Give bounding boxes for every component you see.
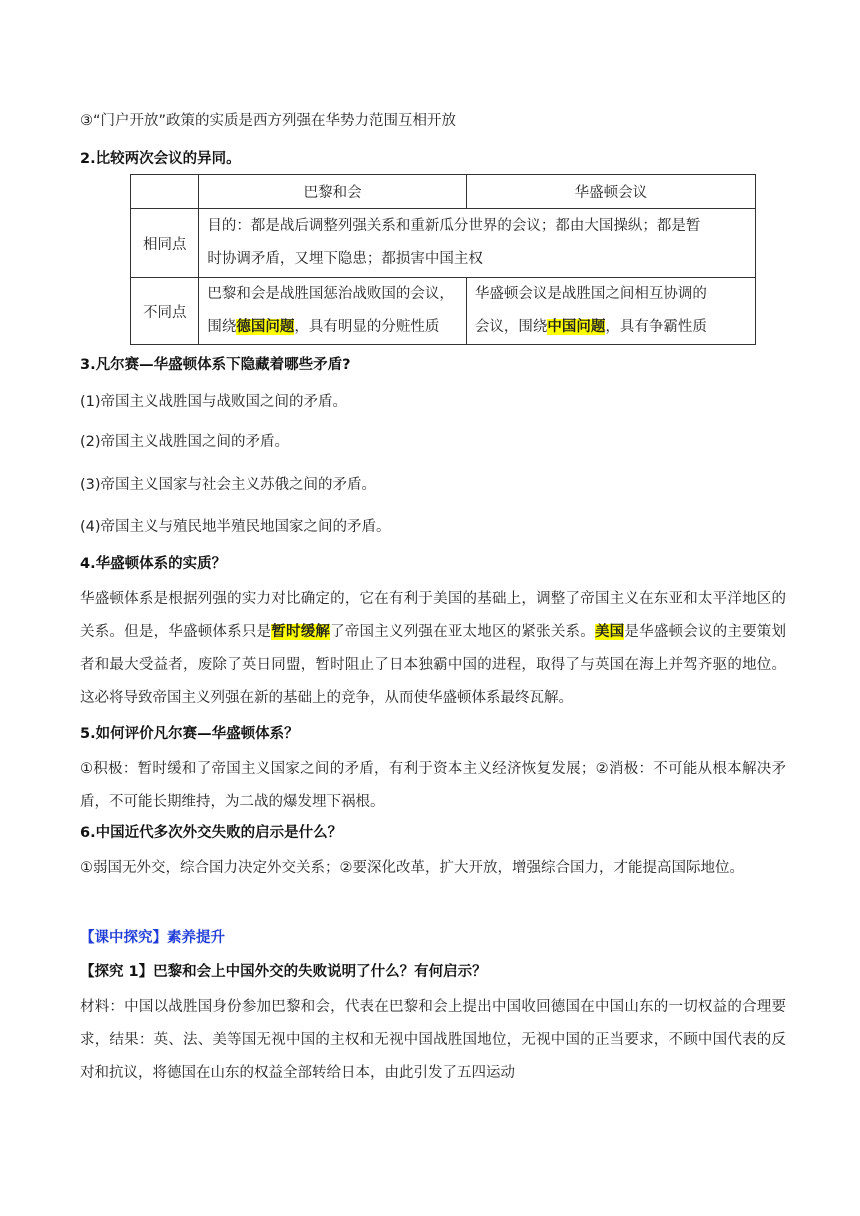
q4-highlight-2: 美国 (594, 624, 625, 640)
wash-post: ，具有争霸性质 (605, 319, 707, 335)
wash-line-1: 华盛顿会议是战胜国之间相互协调的 (474, 286, 707, 302)
paris-highlight: 德国问题 (236, 319, 295, 335)
section2-heading (80, 928, 790, 948)
same-content (199, 209, 756, 278)
table-row-diff (131, 278, 756, 345)
q3-item-1: (1)帝国主义战胜国与战败国之间的矛盾。 (80, 394, 348, 410)
diff-washington (466, 278, 755, 345)
diff-paris (199, 278, 466, 345)
q5-paragraph: ①积极：暂时缓和了帝国主义国家之间的矛盾，有利于资本主义经济恢复发展；②消极：不可能从根本解决矛盾，不可能长期维持，为二战的爆发埋下祸根。 (80, 761, 786, 810)
section2-title-rest: 素养提升 (167, 930, 225, 946)
q5-heading: 5.如何评价凡尔赛—华盛顿体系？ (80, 726, 299, 742)
table-header-paris: 巴黎和会 (199, 175, 466, 209)
paris-post: ，具有明显的分赃性质 (294, 319, 440, 335)
wash-line-2 (475, 311, 747, 344)
q6-paragraph: ①弱国无外交，综合国力决定外交关系；②要深化改革，扩大开放，增强综合国力，才能提高国际地位。 (80, 860, 744, 876)
same-line-1: 目的：都是战后调整列强关系和重新瓜分世界的会议；都由大国操纵；都是暂 (207, 218, 701, 234)
q4-paragraph (80, 583, 786, 715)
q3-item-4: (4)帝国主义与殖民地半殖民地国家之间的矛盾。 (80, 519, 391, 535)
wash-highlight: 中国问题 (547, 319, 606, 335)
q4-text-1: 华盛顿体系是根据列强的实力对比确定的，它在有利于美国的基础上，调整了帝国主义在东亚和太平洋地区的关系。但是，华盛顿体系只是 (80, 591, 786, 640)
paris-pre: 围绕 (207, 319, 237, 335)
paris-line-2 (207, 311, 457, 344)
section2-title-blue: 【课中探究】 (80, 930, 167, 946)
wash-pre: 会议，围绕 (474, 319, 548, 335)
q4-highlight-1: 暂时缓解 (271, 624, 331, 640)
explore1-heading: 【探究 1】巴黎和会上中国外交的失败说明了什么？有何启示？ (80, 964, 487, 980)
explore1-material: 材料：中国以战胜国身份参加巴黎和会，代表在巴黎和会上提出中国收回德国在中国山东的一切权益的合理要求，结果：英、法、美等国无视中国的主权和无视中国战胜国地位，无视中国的正当要求，不顾中国代表的反对和抗议，将德国在山东的权益全部转给日本，由此引发了五四运动 (80, 999, 786, 1081)
table-header-empty (131, 175, 199, 209)
q3-item-3: (3)帝国主义国家与社会主义苏俄之间的矛盾。 (80, 477, 377, 493)
table-header-washington: 华盛顿会议 (466, 175, 755, 209)
q3-item-2: (2)帝国主义战胜国之间的矛盾。 (80, 434, 290, 450)
q4-text-3: 是华盛顿会议的主要策划者和最大受益者，废除了英日同盟，暂时阻止了日本独霸中国的进程，取得了与英国在海上并驾齐驱的地位。这必将导致帝国主义列强在新的基础上的竞争，从而使华盛顿体系最终瓦解。 (80, 624, 787, 706)
q4-heading: 4.华盛顿体系的实质？ (80, 556, 227, 572)
comparison-table (130, 174, 756, 345)
q3-heading: 3.凡尔赛—华盛顿体系下隐藏着哪些矛盾? (80, 357, 351, 373)
section1-item-3: ③“门户开放”政策的实质是西方列强在华势力范围互相开放 (80, 113, 457, 129)
q6-heading: 6.中国近代多次外交失败的启示是什么？ (80, 825, 343, 841)
table-row-same (131, 209, 756, 278)
q4-text-2: 了帝国主义列强在亚太地区的紧张关系。 (330, 624, 595, 640)
same-line-2: 时协调矛盾，又埋下隐患；都损害中国主权 (207, 251, 483, 267)
paris-line-1: 巴黎和会是战胜国惩治战败国的会议， (207, 286, 454, 302)
same-label: 相同点 (131, 209, 199, 278)
diff-label: 不同点 (131, 278, 199, 345)
table-header-row (131, 175, 756, 209)
q2-heading: 2.比较两次会议的异同。 (80, 151, 241, 167)
